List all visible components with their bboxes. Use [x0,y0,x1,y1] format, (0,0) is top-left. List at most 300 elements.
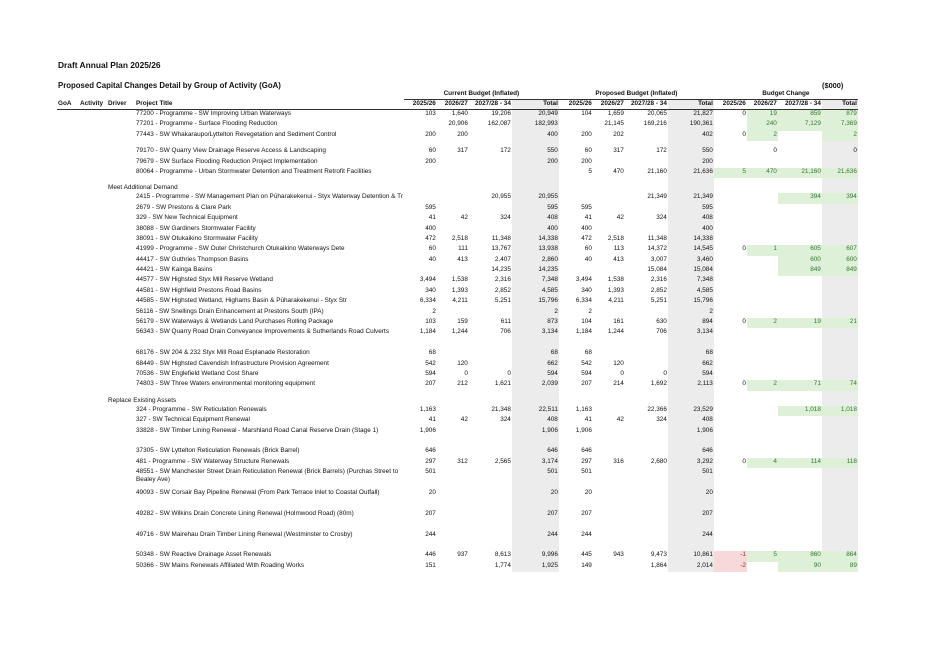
change-value [714,328,747,349]
table-row [57,256,858,266]
project-title: 44585 - SW Highsted Wetland, Highams Basin & Pūharakekenui - Styx Str [136,297,347,305]
current-value: 550 [512,147,559,157]
change-value: 600 [822,256,858,266]
project-title: 44417 - SW Guthries Thompson Basins [136,255,249,263]
table-row [57,380,858,390]
table-row [57,147,858,157]
change-value [778,447,822,457]
current-value: 8,613 [494,551,511,559]
proposed-value: 470 [613,167,624,175]
project-title: 79170 - SW Quarry View Drainage Reserve Access & Landscaping [136,147,326,155]
change-value [747,328,778,349]
change-value [747,297,778,307]
proposed-value: 3,007 [650,255,667,263]
table-row [57,458,858,468]
proposed-value: 402 [668,131,714,141]
table-row [57,245,858,255]
proposed-value: 7,348 [668,276,714,286]
change-value: 21,160 [778,168,822,178]
change-value [822,235,858,245]
table-row [57,427,858,448]
change-value [778,510,822,531]
change-value: 879 [822,110,858,121]
current-value: 68 [428,349,436,357]
table-row [57,297,858,307]
current-value: 40 [428,255,436,263]
proposed-value: 21,145 [604,120,624,128]
proposed-value: 41 [584,416,592,424]
proposed-value [625,131,668,141]
proposed-value [625,204,668,214]
change-value [778,427,822,448]
project-title: 44577 - SW Highsted Styx Mill Reserve Wetland [136,276,273,284]
column-header: 2027/28 - 34 [469,100,512,110]
change-value: 0 [742,130,746,138]
change-value [714,531,747,552]
column-header: Total [822,100,858,110]
proposed-value [625,308,668,318]
units-label: ($000) [822,81,844,90]
current-value [469,447,512,457]
proposed-value: 3,292 [668,458,714,468]
column-header: 2025/26 [404,100,437,110]
proposed-value [559,266,593,276]
table-row [57,551,858,561]
proposed-value: 169,216 [643,120,667,128]
project-title: 70536 - SW Englefield Wetland Cost Share [136,370,259,377]
table-row [57,110,858,121]
table-row [57,158,858,168]
change-value: 864 [822,551,858,561]
proposed-value: 2,518 [607,234,624,242]
current-value: 324 [500,416,511,424]
current-value: 1,538 [451,276,468,284]
change-value [778,416,822,426]
current-value: 244 [512,531,559,552]
change-value [714,225,747,235]
current-value [437,562,469,572]
proposed-value: 542 [581,359,592,367]
change-value [747,468,778,489]
change-value: 394 [822,193,858,203]
project-title: 68176 - SW 204 & 232 Styx Mill Road Esplanade Restoration [136,349,310,357]
table-row [57,120,858,130]
proposed-value: 1,906 [575,426,592,434]
change-value: 2 [822,131,858,141]
proposed-value [625,531,668,552]
change-value [714,489,747,510]
current-value: 2,407 [494,255,511,263]
current-value: 1,621 [494,380,511,388]
proposed-value [625,510,668,531]
proposed-value: 595 [581,203,592,211]
change-value [822,360,858,370]
current-value [469,204,512,214]
proposed-value: 149 [581,561,592,569]
current-value: 1,163 [419,405,436,413]
proposed-value: 630 [656,318,667,326]
current-value: 937 [457,551,468,559]
current-value: 3,134 [512,328,559,349]
current-value: 200 [425,130,436,138]
table-row [57,531,858,552]
column-header: 2026/27 [593,100,625,110]
proposed-value: 202 [613,130,624,138]
current-value: 611 [500,318,511,326]
current-value: 646 [512,447,559,457]
proposed-value: 3,134 [668,328,714,349]
current-value: 3,494 [419,276,436,284]
current-value: 11,348 [491,234,511,242]
proposed-budget-header: Proposed Budget (Inflated) [559,90,714,100]
change-value [714,147,747,157]
change-value [747,406,778,416]
current-value: 207 [425,380,436,388]
table-row [57,193,858,203]
table-row [57,510,858,531]
change-value [747,370,778,380]
current-value: 2,518 [451,234,468,242]
project-title: 80064 - Programme - Urban Stormwater Detention and Treatment Retrofit Facilities [136,167,372,175]
proposed-value: 445 [581,551,592,559]
change-value [747,349,778,359]
table-body [57,110,858,573]
current-value: 14,235 [491,266,511,274]
current-value: 68 [512,349,559,359]
current-value: 501 [512,468,559,489]
change-value [747,308,778,318]
project-title: 37305 - SW Lyttelton Reticulation Renewals (Brick Barrel) [136,447,300,455]
proposed-value: 113 [613,245,624,253]
current-value: 594 [425,370,436,377]
change-value [747,225,778,235]
proposed-value: 1,163 [575,405,592,413]
current-value: 1,774 [494,561,511,569]
proposed-value: 6,334 [575,297,592,305]
proposed-value: 400 [668,225,714,235]
proposed-value: 0 [663,370,667,377]
proposed-value [625,360,668,370]
proposed-value: 120 [613,359,624,367]
proposed-value: 10,861 [668,551,714,561]
project-title: 44581 - SW Highfield Prestons Road Basins [136,286,262,294]
change-value [714,193,747,203]
proposed-value: 68 [668,349,714,359]
change-value [778,235,822,245]
proposed-value: 23,529 [668,406,714,416]
change-value [747,287,778,297]
change-value [822,276,858,286]
current-value: 400 [512,225,559,235]
current-value [404,266,437,276]
current-value: 103 [425,110,436,117]
proposed-value: 200 [668,158,714,168]
proposed-value: 15,796 [668,297,714,307]
proposed-value: 1,184 [575,328,592,336]
proposed-value: 21,349 [668,193,714,203]
change-value [822,531,858,552]
change-value: 849 [822,266,858,276]
column-header: 2025/26 [559,100,593,110]
project-title: 2679 - SW Prestons & Clare Park [136,203,232,211]
current-value: 151 [425,561,436,569]
proposed-value [593,489,625,510]
current-value: 542 [425,359,436,367]
current-value: 14,338 [512,235,559,245]
proposed-value: 5 [588,167,592,175]
proposed-value [593,406,625,416]
change-value: 21,636 [822,168,858,178]
column-header-row [57,100,858,110]
proposed-value [593,158,625,168]
column-header: Driver [107,100,135,110]
change-value [714,447,747,457]
document-title: Draft Annual Plan 2025/26 [58,60,161,70]
column-header: Project Title [135,100,404,110]
current-value [437,489,469,510]
current-value: 21,348 [491,405,511,413]
current-value: 595 [512,204,559,214]
current-value: 20,955 [512,193,559,203]
change-value [778,287,822,297]
change-value: 859 [778,110,822,121]
current-value: 408 [512,214,559,224]
change-value: 0 [742,380,746,388]
current-value [437,406,469,416]
change-value [747,360,778,370]
current-value: 706 [500,328,511,336]
group-label: Replace Existing Assets [108,396,177,404]
change-value [822,370,858,380]
change-value: 600 [778,256,822,266]
current-value: 182,993 [512,120,559,130]
change-value [747,416,778,426]
current-value [469,168,512,178]
change-value: 118 [822,458,858,468]
current-value: 446 [425,551,436,559]
change-value [714,276,747,286]
proposed-value: 324 [656,214,667,222]
project-title: 74803 - SW Three Waters environmental monitoring equipment [136,380,316,388]
current-value: 7,348 [512,276,559,286]
current-value [469,308,512,318]
current-value [469,360,512,370]
proposed-value [625,225,668,235]
change-value: 2 [747,131,778,141]
proposed-value: 60 [584,147,592,155]
change-value [747,276,778,286]
current-value: 60 [428,245,436,253]
group-row [57,184,858,193]
current-value: 2 [512,308,559,318]
proposed-value: 104 [581,318,592,326]
proposed-value: 15,084 [668,266,714,276]
current-value [437,204,469,214]
current-value: 41 [428,416,436,424]
proposed-value: 2,014 [668,562,714,572]
current-value: 2,860 [512,256,559,266]
change-value [747,562,778,572]
current-value: 4,211 [452,297,468,305]
current-value: 413 [457,255,468,263]
current-value: 15,796 [512,297,559,307]
proposed-value: 20,065 [647,110,667,117]
current-value [437,225,469,235]
current-value: 20 [512,489,559,510]
change-value: -2 [714,562,747,572]
project-title: 79679 - SW Surface Flooding Reduction Project Implementation [136,157,318,165]
current-value: 1,184 [419,328,436,336]
change-value: 7,129 [778,120,822,130]
change-value [822,427,858,448]
current-value [437,168,469,178]
project-title: 56179 - SW Waterways & Wetlands Land Purchases Rolling Package [136,318,334,326]
proposed-value: 41 [584,214,592,222]
change-value: 605 [778,245,822,255]
current-value: 873 [512,318,559,328]
proposed-value: 2,852 [650,286,667,294]
current-value: 159 [457,318,468,326]
proposed-value: 501 [581,468,592,476]
proposed-value: 413 [613,255,624,263]
proposed-value: 1,692 [650,380,667,388]
change-value [778,147,822,157]
proposed-value: 190,361 [668,120,714,130]
project-title: 77201 - Programme - Surface Flooding Reduction [136,120,278,128]
proposed-value [593,447,625,457]
proposed-value: 2,316 [650,276,667,284]
current-value: 1,906 [419,426,436,434]
document-subtitle: Proposed Capital Changes Detail by Group of Activity (GoA) [58,81,281,90]
proposed-value: 20 [584,488,592,496]
change-value [714,204,747,214]
change-value [822,308,858,318]
table-row [57,360,858,370]
current-value [437,193,469,203]
current-budget-header: Current Budget (Inflated) [404,90,559,100]
change-value [822,328,858,349]
change-value [714,510,747,531]
change-value [822,297,858,307]
proposed-value [593,204,625,214]
change-value: 7,369 [822,120,858,130]
project-title: 49093 - SW Corsair Bay Pipeline Renewal (From Park Terrace Inlet to Coastal Outfall) [136,488,380,496]
change-value [714,235,747,245]
proposed-value [625,158,668,168]
project-title: 56343 - SW Quarry Road Drain Conveyance Improvements & Sutherlands Road Culverts [136,328,389,336]
proposed-value: 595 [668,204,714,214]
change-value [714,370,747,380]
table-row [57,406,858,416]
current-value: 6,334 [419,297,436,305]
current-value: 162,087 [487,120,511,128]
change-value: 89 [822,562,858,572]
current-value: 42 [460,214,468,222]
table-row [57,328,858,349]
project-title: 2415 - Programme - SW Management Plan on Pūharakekenui - Styx Waterway Detention & Tr [136,193,403,201]
change-value: 90 [778,562,822,572]
project-title: 329 - SW New Technical Equipment [136,214,238,222]
project-title: 44421 - SW Kainga Basins [136,266,213,274]
proposed-value: 317 [613,147,624,155]
change-value [714,427,747,448]
project-title: 33828 - SW Timber Lining Renewal - Marshland Road Canal Reserve Drain (Stage 1) [136,426,379,434]
current-value [469,349,512,359]
column-header: Activity [79,100,107,110]
current-value: 1,925 [512,562,559,572]
change-value: 0 [742,457,746,465]
proposed-value [593,266,625,276]
change-value [778,328,822,349]
current-value: 400 [512,131,559,141]
table-row [57,562,858,572]
proposed-value: 9,473 [650,551,667,559]
proposed-value [625,349,668,359]
current-value: 41 [428,214,436,222]
table-row [57,349,858,359]
change-value [778,214,822,224]
current-value: 408 [512,416,559,426]
current-value: 120 [457,359,468,367]
proposed-value: 408 [668,214,714,224]
change-value [747,235,778,245]
change-value [747,531,778,552]
proposed-value [593,468,625,489]
proposed-value: 244 [581,530,592,538]
table-row [57,276,858,286]
current-value: 103 [425,318,436,326]
project-title: 68449 - SW Highsted Cavendish Infrastructure Provision Agreement [136,359,329,367]
current-value: 42 [460,416,468,424]
proposed-value: 400 [581,224,592,232]
change-value: 0 [742,110,746,117]
current-value: 646 [425,447,436,455]
project-title: 41999 - Programme - SW Outer Christchurch Ōtukaikino Waterways Dete [136,245,345,253]
project-title: 77200 - Programme - SW Improving Urban Waterways [136,110,291,117]
proposed-value: 2,680 [650,457,667,465]
change-value [822,204,858,214]
column-header: Total [512,100,559,110]
proposed-value: 324 [656,416,667,424]
change-value [822,416,858,426]
column-header: GoA [57,100,79,110]
table-row [57,489,858,510]
table-row [57,308,858,318]
current-value [469,131,512,141]
proposed-value: 207 [581,380,592,388]
change-value [778,308,822,318]
proposed-value [559,193,593,203]
change-value: 19 [778,318,822,328]
change-value: 21 [822,318,858,328]
current-value: 2,852 [494,286,511,294]
proposed-value: 21,827 [668,110,714,121]
change-value [778,225,822,235]
capital-changes-table [57,90,858,572]
proposed-value: 706 [656,328,667,336]
change-value [714,214,747,224]
change-value [714,158,747,168]
proposed-value [625,427,668,448]
column-header: 2027/28 - 34 [778,100,822,110]
project-title: 481 - Programme - SW Waterway Structure Renewals [136,457,290,465]
project-title: 77443 - SW Whakaraupo/Lyttelton Revegetation and Sediment Control [136,130,337,138]
current-value: 595 [425,203,436,211]
proposed-value: 297 [581,457,592,465]
proposed-value: 550 [668,147,714,157]
change-value: 4 [747,458,778,468]
proposed-value: 340 [581,286,592,294]
